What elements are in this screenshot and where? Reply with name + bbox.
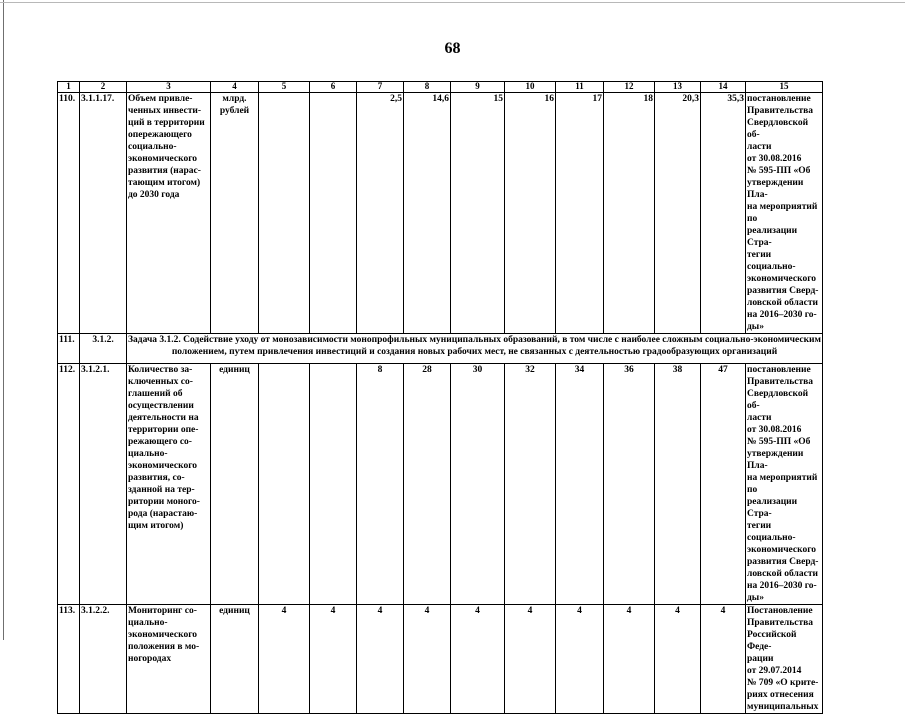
row-code: 3.1.1.17. (80, 93, 127, 334)
table-row (58, 93, 823, 334)
row-number: 112. (58, 364, 80, 605)
unit-cell: млрд. рублей (211, 93, 259, 334)
value-cell: 28 (404, 364, 451, 605)
row-number: 110. (58, 93, 80, 334)
page-number: 68 (444, 40, 461, 57)
value-cell: 4 (556, 605, 604, 714)
header-cell: 2 (80, 82, 127, 93)
unit-cell: единиц (211, 605, 259, 714)
table-row (58, 364, 823, 605)
row-code: 3.1.2.2. (80, 605, 127, 714)
header-cell: 1 (58, 82, 80, 93)
task-description: Задача 3.1.2. Содействие уходу от монозависимости монопрофильных муниципальных образований, в том числе с наиболее сложным социально-экономическим положением, путем привлечения инвестиций и создания новых рабочих мест, не связанных с деятельностью градообразующих организаций (127, 334, 823, 364)
value-cell: 32 (505, 364, 556, 605)
header-cell: 10 (505, 82, 556, 93)
unit-cell: единиц (211, 364, 259, 605)
value-cell: 4 (451, 605, 505, 714)
header-cell: 11 (556, 82, 604, 93)
value-cell: 18 (604, 93, 655, 334)
value-cell: 15 (451, 93, 505, 334)
indicators-table (57, 81, 823, 714)
indicator-name: Мониторинг со- циально- экономического положения в мо- ногородах (127, 605, 211, 714)
source-note: постановление Правительства Свердловской об- ласти от 30.08.2016 № 595-ПП «Об утверждении Пла- на мероприятий по реализации Стра- тегии социально- экономического развития Сверд- ловской области на 2016–2030 го- ды» (746, 93, 823, 334)
header-cell: 12 (604, 82, 655, 93)
header-cell: 13 (655, 82, 701, 93)
value-cell (310, 93, 357, 334)
value-cell: 36 (604, 364, 655, 605)
row-number: 113. (58, 605, 80, 714)
source-note: постановление Правительства Свердловской об- ласти от 30.08.2016 № 595-ПП «Об утверждении Пла- на мероприятий по реализации Стра- тегии социально- экономического развития Сверд- ловской области на 2016–2030 го- ды» (746, 364, 823, 605)
row-number: 111. (58, 334, 80, 364)
source-note: Постановление Правительства Российской Феде- рации от 29.07.2014 № 709 «О крите- риях отнесения муниципальных (746, 605, 823, 714)
value-cell: 17 (556, 93, 604, 334)
header-cell: 6 (310, 82, 357, 93)
sheet-border-top (0, 2, 905, 3)
value-cell: 8 (357, 364, 404, 605)
header-cell: 8 (404, 82, 451, 93)
value-cell: 20,3 (655, 93, 701, 334)
value-cell: 4 (259, 605, 310, 714)
header-cell: 9 (451, 82, 505, 93)
header-cell: 5 (259, 82, 310, 93)
value-cell: 38 (655, 364, 701, 605)
header-cell: 7 (357, 82, 404, 93)
value-cell: 16 (505, 93, 556, 334)
value-cell: 4 (701, 605, 746, 714)
header-row (58, 82, 823, 93)
value-cell (259, 364, 310, 605)
value-cell (259, 93, 310, 334)
value-cell: 4 (357, 605, 404, 714)
value-cell: 4 (404, 605, 451, 714)
value-cell: 34 (556, 364, 604, 605)
row-code: 3.1.2.1. (80, 364, 127, 605)
value-cell: 4 (310, 605, 357, 714)
header-cell: 4 (211, 82, 259, 93)
sheet-border-left (3, 0, 4, 640)
header-cell: 14 (701, 82, 746, 93)
indicator-name: Объем привле- ченных инвести- ций в территории опережающего социально- экономического развития (нарас- тающим итогом) до 2030 года (127, 93, 211, 334)
header-cell: 15 (746, 82, 823, 93)
indicator-name: Количество за- ключенных со- глашений об осуществлении деятельности на территории опе- режающего со- циально- экономического развития, со- зданной на тер- ритории моного- рода (нарастаю- щим итогом) (127, 364, 211, 605)
value-cell: 2,5 (357, 93, 404, 334)
value-cell: 14,6 (404, 93, 451, 334)
value-cell: 30 (451, 364, 505, 605)
header-cell: 3 (127, 82, 211, 93)
table-row (58, 605, 823, 714)
value-cell: 35,3 (701, 93, 746, 334)
row-code: 3.1.2. (80, 334, 127, 364)
value-cell: 4 (604, 605, 655, 714)
value-cell: 4 (505, 605, 556, 714)
table-row (58, 334, 823, 364)
value-cell (310, 364, 357, 605)
value-cell: 4 (655, 605, 701, 714)
value-cell: 47 (701, 364, 746, 605)
